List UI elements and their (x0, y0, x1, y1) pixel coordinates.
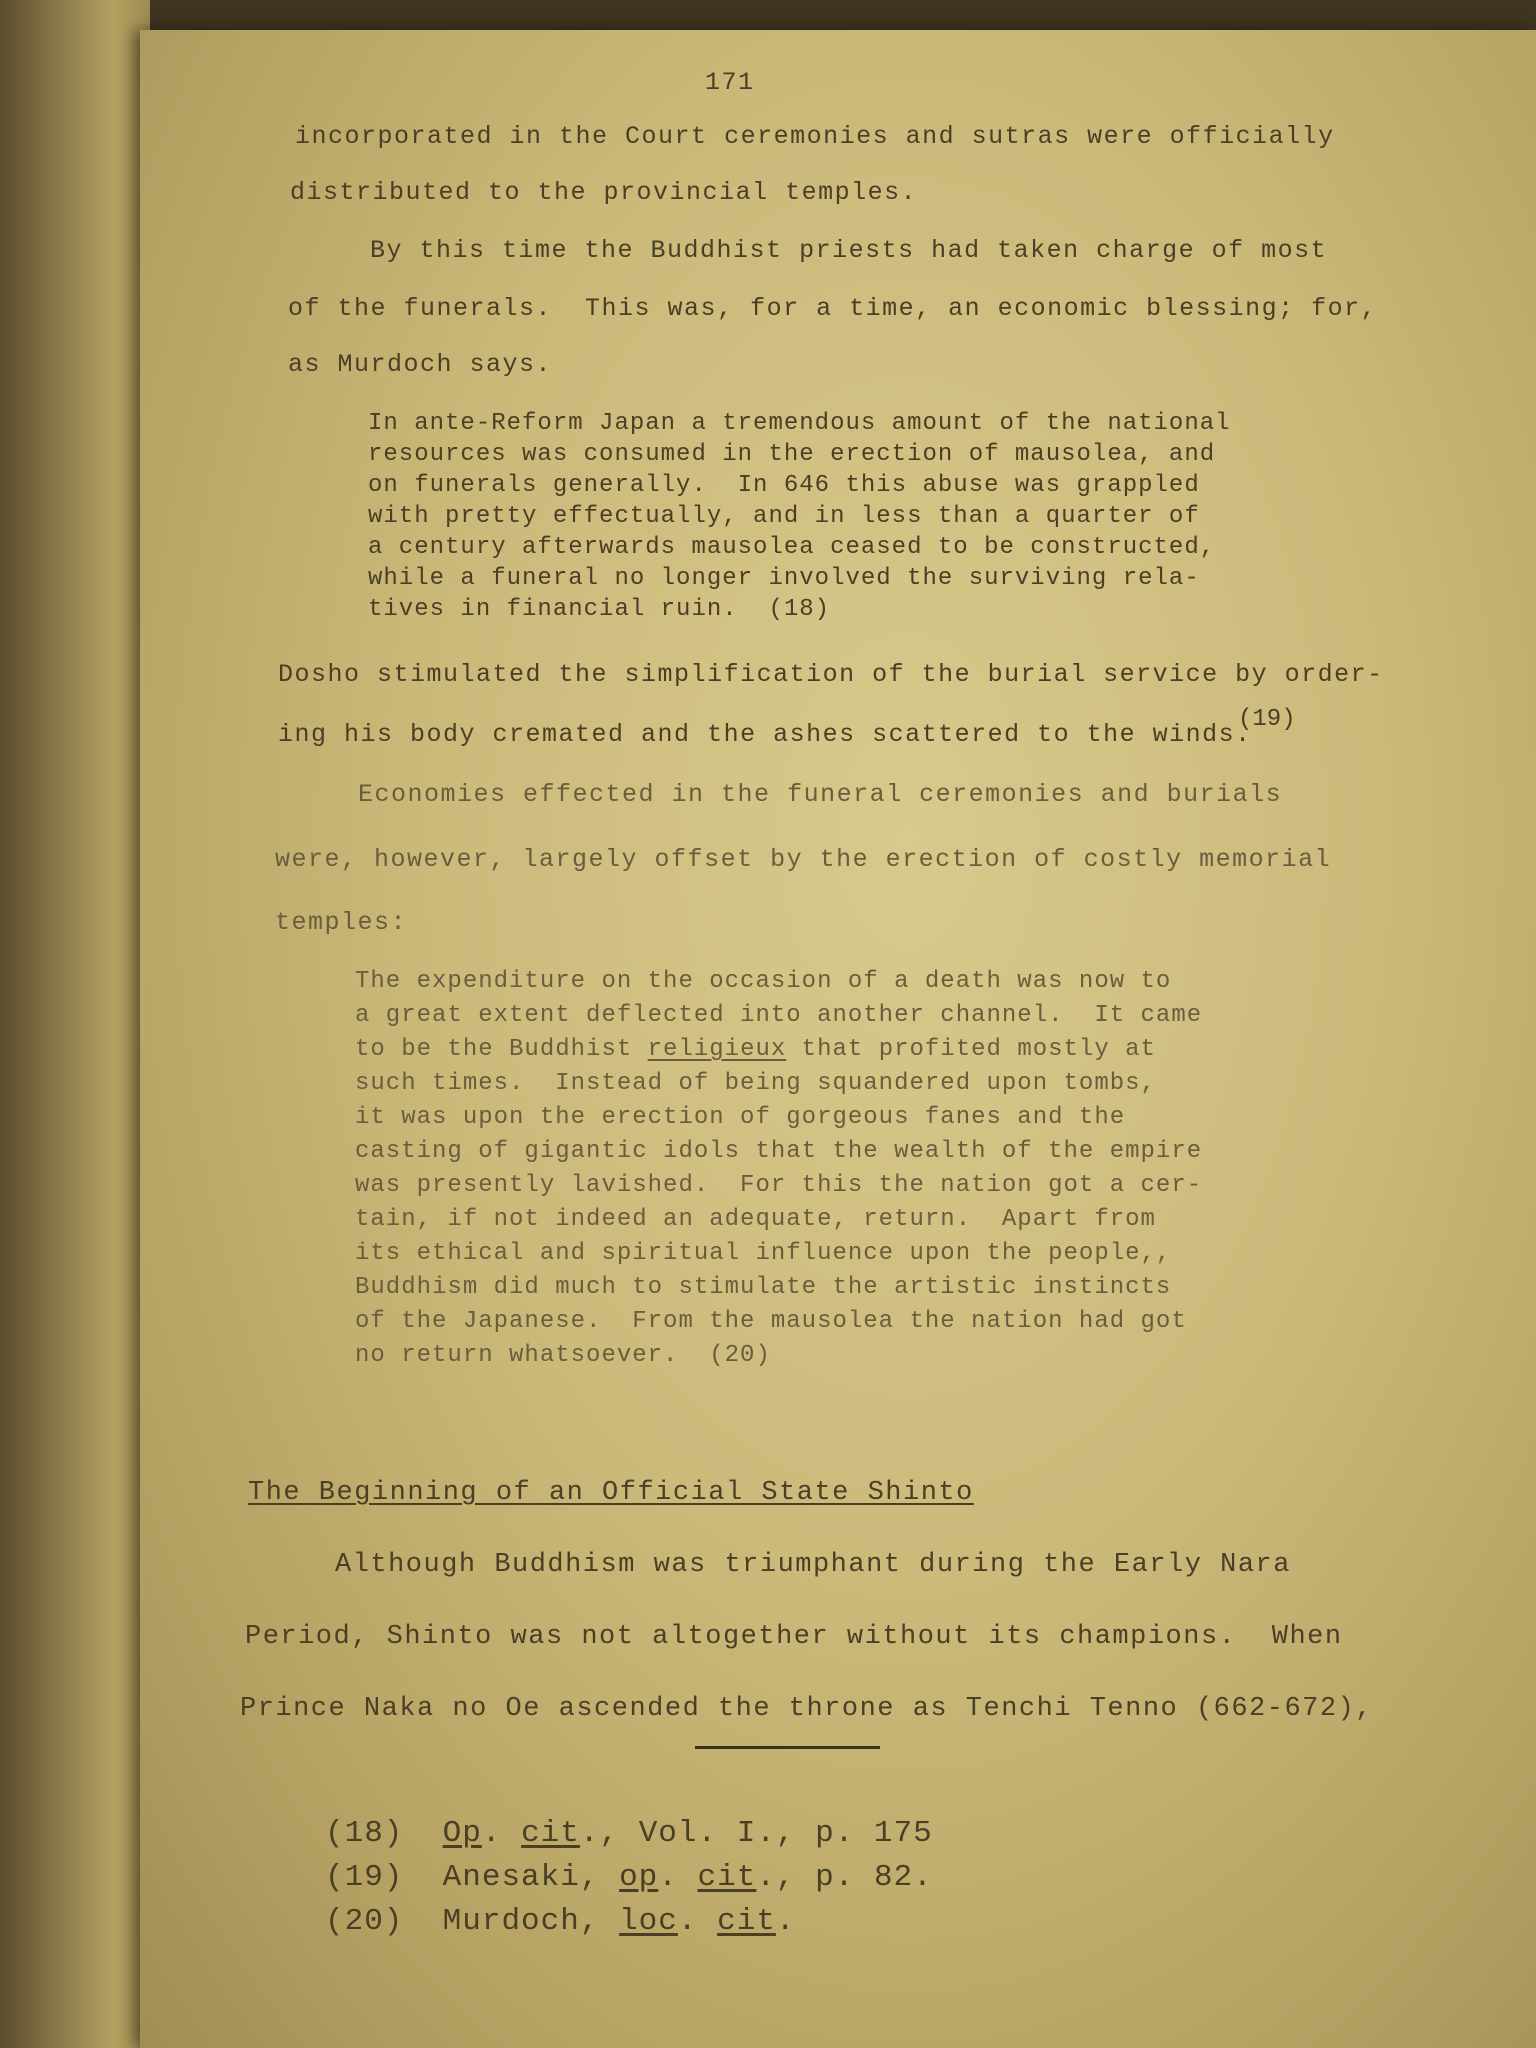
quote-line: of the Japanese. From the mausolea the nation had got (355, 1308, 1187, 1335)
quote-line: was presently lavished. For this the nation got a cer- (355, 1172, 1203, 1199)
footnote-marker: (19) (1238, 706, 1296, 733)
text-line: Economies effected in the funeral ceremonies and burials (358, 780, 1283, 809)
text-line: Period, Shinto was not altogether without its champions. When (245, 1622, 1343, 1652)
footnote-20: (20) Murdoch, loc. cit. (325, 1904, 796, 1939)
text-line: temples: (275, 908, 408, 937)
quote-line: a century afterwards mausolea ceased to be constructed, (368, 534, 1216, 561)
quote-line: while a funeral no longer involved the surviving rela- (368, 565, 1200, 592)
section-heading: The Beginning of an Official State Shinto (248, 1478, 974, 1508)
text-line: Although Buddhism was triumphant during the Early Nara (335, 1550, 1291, 1580)
text-line: distributed to the provincial temples. (290, 178, 918, 207)
text-line: as Murdoch says. (288, 350, 553, 379)
underlined-term: religieux (647, 1036, 787, 1063)
footnote-rule (695, 1746, 880, 1749)
quote-line: on funerals generally. In 646 this abuse was grappled (368, 472, 1200, 499)
quote-line: Buddhism did much to stimulate the artistic instincts (355, 1274, 1172, 1301)
quote-line: such times. Instead of being squandered upon tombs, (355, 1070, 1156, 1097)
page-number: 171 (705, 68, 755, 97)
quote-line: it was upon the erection of gorgeous fanes and the (355, 1104, 1126, 1131)
quote-line (355, 1036, 1156, 1063)
quote-line: its ethical and spiritual influence upon the people,, (355, 1240, 1172, 1267)
quote-line: tain, if not indeed an adequate, return. Apart from (355, 1206, 1156, 1233)
quote-line: tives in financial ruin. (18) (368, 596, 831, 623)
text-line: were, however, largely offset by the erection of costly memorial (275, 845, 1332, 874)
quote-text: to be the Buddhist (355, 1036, 648, 1063)
quote-line: casting of gigantic idols that the wealth of the empire (355, 1138, 1203, 1165)
text-line: ing his body cremated and the ashes scattered to the winds. (278, 720, 1252, 749)
text-line: By this time the Buddhist priests had taken charge of most (370, 236, 1328, 265)
document-page (140, 30, 1536, 2048)
footnote-18: (18) Op. cit., Vol. I., p. 175 (325, 1816, 933, 1851)
book-binding (0, 0, 150, 2048)
quote-text: that profited mostly at (786, 1036, 1156, 1063)
quote-line: no return whatsoever. (20) (355, 1342, 771, 1369)
quote-line: The expenditure on the occasion of a death was now to (355, 968, 1172, 995)
footnote-19: (19) Anesaki, op. cit., p. 82. (325, 1860, 933, 1895)
quote-line: In ante-Reform Japan a tremendous amount of the national (368, 410, 1231, 437)
text-line: incorporated in the Court ceremonies and sutras were officially (295, 122, 1335, 151)
text-line: Prince Naka no Oe ascended the throne as Tenchi Tenno (662-672), (240, 1694, 1373, 1724)
text-line: Dosho stimulated the simplification of the burial service by order- (278, 660, 1384, 689)
quote-line: with pretty effectually, and in less than a quarter of (368, 503, 1200, 530)
text-line: of the funerals. This was, for a time, an economic blessing; for, (288, 294, 1378, 323)
quote-line: resources was consumed in the erection of mausolea, and (368, 441, 1216, 468)
quote-line: a great extent deflected into another channel. It came (355, 1002, 1203, 1029)
